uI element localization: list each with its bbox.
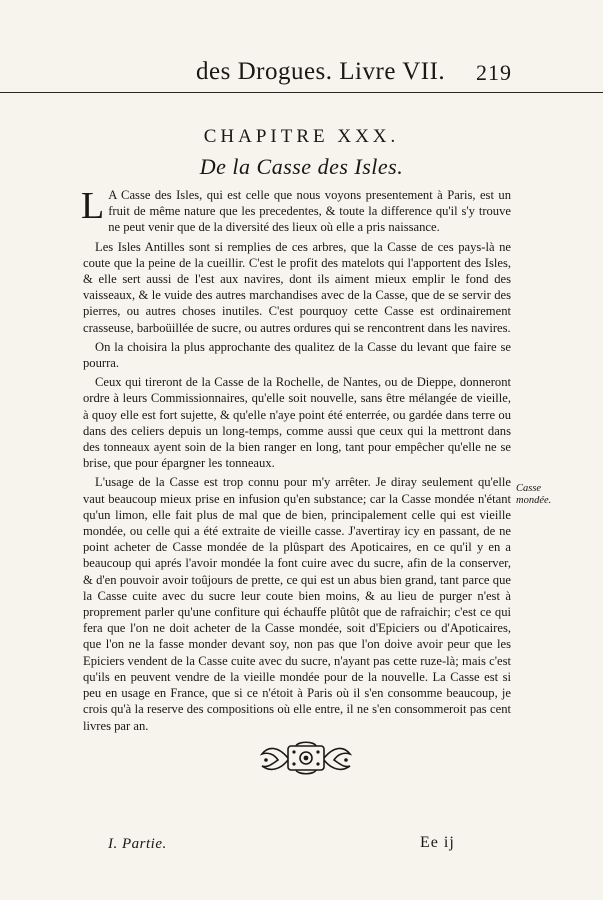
paragraph-4: Ceux qui tireront de la Casse de la Rochelle, de Nantes, ou de Dieppe, donneront ordre à leurs Commissionnaires, qu'elle soit nouvelle, sans être mélangée de vieille, à quoy elle est fort sujette, & qu'elle n'aye point été enterrée, ou gardée dans terre ou dans des celiers depuis un long-temps, comme aussi que ceux qui la mettront dans des tonneaux ayent soin de la bien ranger en long, tant pour empêcher qu'elle ne se brise, que pour épargner les tonneaux. <box>83 375 511 471</box>
signature-mark: I. Partie. <box>108 836 167 852</box>
paragraph-3: On la choisira la plus approchante des qualitez de la Casse du levant que faire se pourra. <box>83 339 511 371</box>
page-number: 219 <box>476 60 512 85</box>
running-head-title: des Drogues. Livre VII. <box>196 58 446 85</box>
tailpiece-ornament-icon <box>258 740 354 776</box>
chapter-title: De la Casse des Isles. <box>199 154 404 179</box>
chapter-number: CHAPITRE XXX. <box>203 126 400 147</box>
margin-note: Casse mondée. <box>516 483 552 506</box>
paragraph-text: A Casse des Isles, qui est celle que nous voyons presentement à Paris, est un fruit de même nature que les precedentes, & toute la difference qu'il s'y trouve ne peut venir que de la diversité des lieux où elle a pris naissance. <box>108 188 511 235</box>
drop-cap: L <box>81 185 105 227</box>
running-head <box>0 58 603 93</box>
paragraph-1 <box>83 187 511 236</box>
paragraph-5: L'usage de la Casse est trop connu pour m'y arrêter. Je diray seulement qu'elle vaut beaucoup mieux prise en infusion qu'en substance; car la Casse mondée n'étant qu'un limon, elle fait plus de mal que de bien, principalement celle qui est vieille mondée, ou celle qui a été extraite de vieille casse. J'avertiray icy en passant, de ne point acheter de Casse mondée de la plûspart des Apoticaires, en ce qu'il y en a beaucoup qui aprés l'avoir mondée la font cuire avec du sucre, afin de la conserver, & d'en pouvoir avoir toûjours de prette, ce qui est un abus bien grand, tant parce que la Casse cuite avec du sucre leur coute bien moins, & au lieu de purger n'est à proprement parler qu'une confiture qui échauffe plûtôt que de rafraichir; c'est ce qui fera que l'on ne doit acheter de la Casse mondée, soit d'Epiciers ou d'Apoticaires, que l'on ne la fasse monder devant soy, non pas que l'on doive avoir peur que les Epiciers vendent de la Casse cuite avec du sucre, n'ayant pas cette ruze-là; mais c'est qu'ils en peuvent vendre de la vieille mondée pour de la nouvelle. La Casse est si peu en usage en France, que si ce n'étoit à Paris où il s'en consomme beaucoup, je crois qu'à la reserve des compositions où elle entre, il ne s'en consommeroit pas cent livres par an. <box>83 475 511 733</box>
body-text <box>83 187 511 737</box>
catchword: Ee ij <box>420 834 455 851</box>
paragraph-2: Les Isles Antilles sont si remplies de ces arbres, que la Casse de ces pays-là ne coute que la peine de la cueillir. C'est le profit des matelots qui l'apportent des Isles, & elle sert aussi de l'est aux navires, dont ils aiment mieux emplir le fond des vaisseaux, & le vuide des autres marchandises avec de la Casse, que de se servir des pierres, ou autres choses inutiles. C'est pourquoy cette Casse est ordinairement crasseuse, barboüillée de sucre, ou autres ordures qui se rencontrent dans les navires. <box>83 239 511 335</box>
